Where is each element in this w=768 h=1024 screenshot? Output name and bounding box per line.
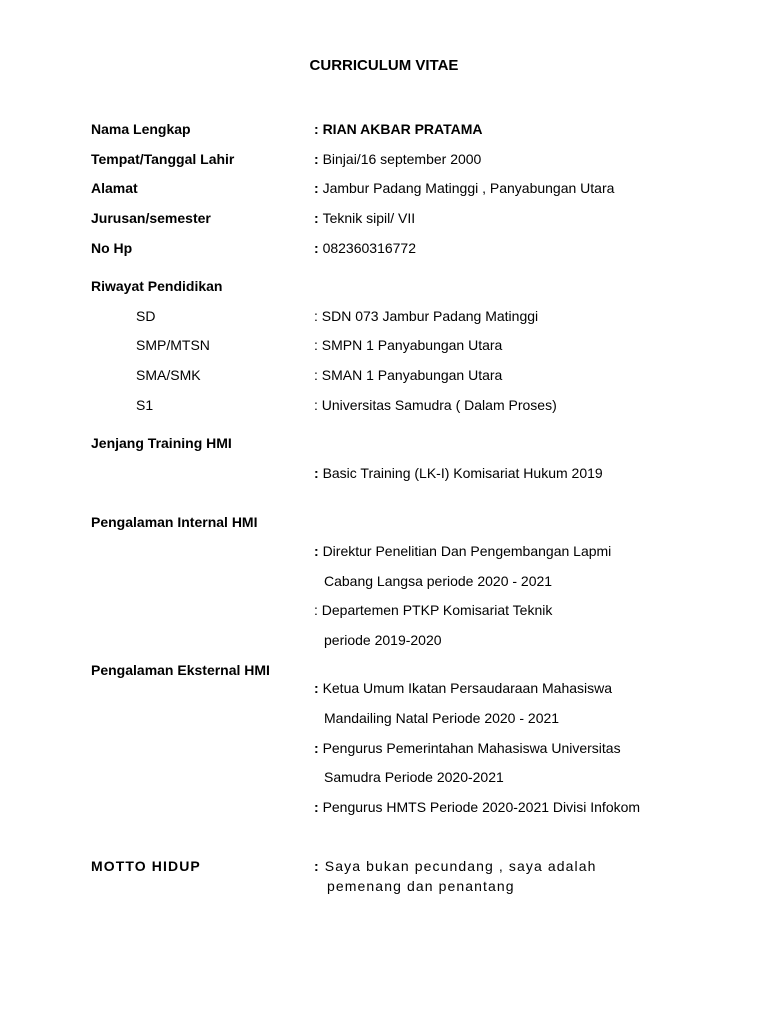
- internal-item-2-line1: Departemen PTKP Komisariat Teknik: [321, 602, 553, 618]
- external-item-2-line2: Samudra Periode 2020-2021: [324, 769, 504, 785]
- motto-line-2: pemenang dan penantang: [327, 878, 515, 894]
- edu-school-sma-text: SMAN 1 Panyabungan Utara: [321, 367, 503, 383]
- heading-external: Pengalaman Eksternal HMI: [91, 662, 270, 678]
- edu-level-sma: SMA/SMK: [136, 367, 201, 383]
- heading-education: Riwayat Pendidikan: [91, 278, 223, 294]
- value-address: : Jambur Padang Matinggi , Panyabungan Utara: [314, 180, 615, 196]
- edu-school-sd: : SDN 073 Jambur Padang Matinggi: [314, 308, 539, 324]
- internal-item-1: : Direktur Penelitian Dan Pengembangan Lapmi: [314, 543, 612, 559]
- external-item-2-line1: Pengurus Pemerintahan Mahasiswa Universitas: [322, 740, 621, 756]
- external-item-1-line2: Mandailing Natal Periode 2020 - 2021: [324, 710, 560, 726]
- heading-training: Jenjang Training HMI: [91, 435, 232, 451]
- edu-school-sd-text: SDN 073 Jambur Padang Matinggi: [321, 308, 539, 324]
- external-item-1: : Ketua Umum Ikatan Persaudaraan Mahasiswa: [314, 680, 613, 696]
- training-item: : Basic Training (LK-I) Komisariat Hukum 2019: [314, 465, 603, 481]
- motto-line-1: : Saya bukan pecundang , saya adalah: [314, 858, 597, 874]
- label-major: Jurusan/semester: [91, 210, 211, 226]
- motto-line-1-text: Saya bukan pecundang , saya adalah: [324, 858, 597, 874]
- value-full-name: : RIAN AKBAR PRATAMA: [314, 121, 483, 137]
- edu-level-s1: S1: [136, 397, 154, 413]
- edu-school-smp: : SMPN 1 Panyabungan Utara: [314, 337, 503, 353]
- external-item-2: : Pengurus Pemerintahan Mahasiswa Universitas: [314, 740, 621, 756]
- edu-school-smp-text: SMPN 1 Panyabungan Utara: [321, 337, 503, 353]
- edu-school-sma: : SMAN 1 Panyabungan Utara: [314, 367, 503, 383]
- value-birth: : Binjai/16 september 2000: [314, 151, 482, 167]
- external-item-1-line1: Ketua Umum Ikatan Persaudaraan Mahasiswa: [322, 680, 613, 696]
- edu-level-smp: SMP/MTSN: [136, 337, 210, 353]
- external-item-3-line1: Pengurus HMTS Periode 2020-2021 Divisi Infokom: [322, 799, 641, 815]
- value-phone: : 082360316772: [314, 240, 416, 256]
- heading-internal: Pengalaman Internal HMI: [91, 514, 258, 530]
- edu-school-s1: : Universitas Samudra ( Dalam Proses): [314, 397, 557, 413]
- label-birth: Tempat/Tanggal Lahir: [91, 151, 235, 167]
- label-phone: No Hp: [91, 240, 133, 256]
- address-text: Jambur Padang Matinggi , Panyabungan Utara: [322, 180, 615, 196]
- full-name-text: RIAN AKBAR PRATAMA: [322, 121, 483, 137]
- internal-item-1-line2: Cabang Langsa periode 2020 - 2021: [324, 573, 553, 589]
- major-text: Teknik sipil/ VII: [322, 210, 416, 226]
- external-item-3: : Pengurus HMTS Periode 2020-2021 Divisi Infokom: [314, 799, 641, 815]
- label-address: Alamat: [91, 180, 138, 196]
- phone-text: 082360316772: [322, 240, 416, 256]
- birth-text: Binjai/16 september 2000: [322, 151, 482, 167]
- heading-motto: MOTTO HIDUP: [91, 858, 201, 874]
- label-full-name: Nama Lengkap: [91, 121, 191, 137]
- training-item-text: Basic Training (LK-I) Komisariat Hukum 2019: [322, 465, 603, 481]
- internal-item-2-line2: periode 2019-2020: [324, 632, 442, 648]
- internal-item-2: : Departemen PTKP Komisariat Teknik: [314, 602, 553, 618]
- edu-level-sd: SD: [136, 308, 156, 324]
- document-title: CURRICULUM VITAE: [309, 57, 459, 74]
- edu-school-s1-text: Universitas Samudra ( Dalam Proses): [321, 397, 557, 413]
- internal-item-1-line1: Direktur Penelitian Dan Pengembangan Lapmi: [322, 543, 612, 559]
- value-major: : Teknik sipil/ VII: [314, 210, 416, 226]
